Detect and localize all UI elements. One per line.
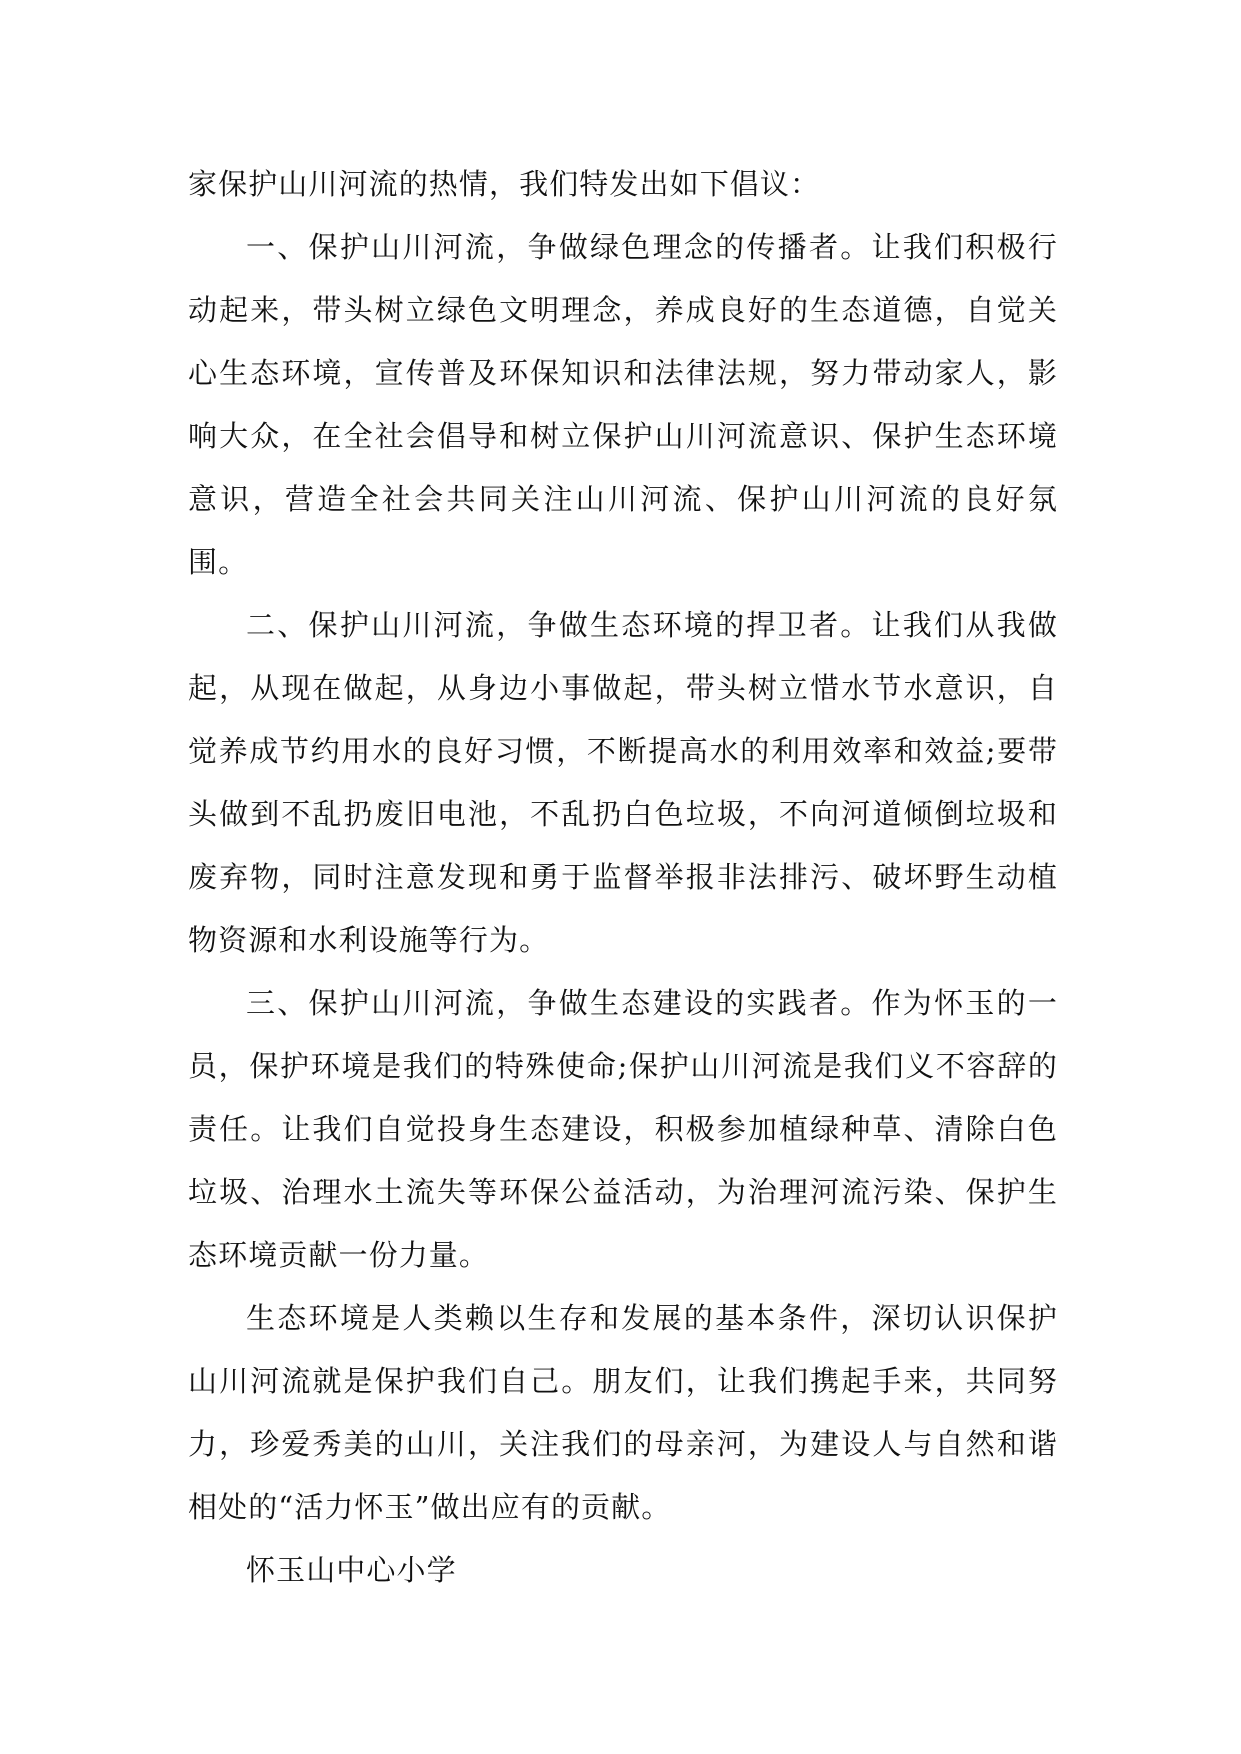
signature: 怀玉山中心小学: [246, 1553, 457, 1587]
paragraph-proposal-three: 三、保护山川河流，争做生态建设的实践者。作为怀玉的一员，保护环境是我们的特殊使命;保护山川河流是我们义不容辞的责任。让我们自觉投身生态建设，积极参加植绿种草、清除白色垃圾、治理水土流失等环保公益活动，为治理河流污染、保护生态环境贡献一份力量。: [188, 986, 1058, 1272]
paragraph-proposal-one: 一、保护山川河流，争做绿色理念的传播者。让我们积极行动起来，带头树立绿色文明理念，养成良好的生态道德，自觉关心生态环境，宣传普及环保知识和法律法规，努力带动家人，影响大众，在全社会倡导和树立保护山川河流意识、保护生态环境意识，营造全社会共同关注山川河流、保护山川河流的良好氛围。: [188, 230, 1058, 579]
paragraph-continuation: 家保护山川河流的热情，我们特发出如下倡议：: [188, 167, 821, 201]
paragraph-proposal-two: 二、保护山川河流，争做生态环境的捍卫者。让我们从我做起，从现在做起，从身边小事做起，带头树立惜水节水意识，自觉养成节约用水的良好习惯，不断提高水的利用效率和效益;要带头做到不乱扔废旧电池，不乱扔白色垃圾，不向河道倾倒垃圾和废弃物，同时注意发现和勇于监督举报非法排污、破坏野生动植物资源和水利设施等行为。: [188, 608, 1058, 957]
document-body: [188, 153, 1058, 1602]
paragraph-closing: 生态环境是人类赖以生存和发展的基本条件，深切认识保护山川河流就是保护我们自己。朋友们，让我们携起手来，共同努力，珍爱秀美的山川，关注我们的母亲河，为建设人与自然和谐相处的“活力怀玉”做出应有的贡献。: [188, 1301, 1058, 1524]
